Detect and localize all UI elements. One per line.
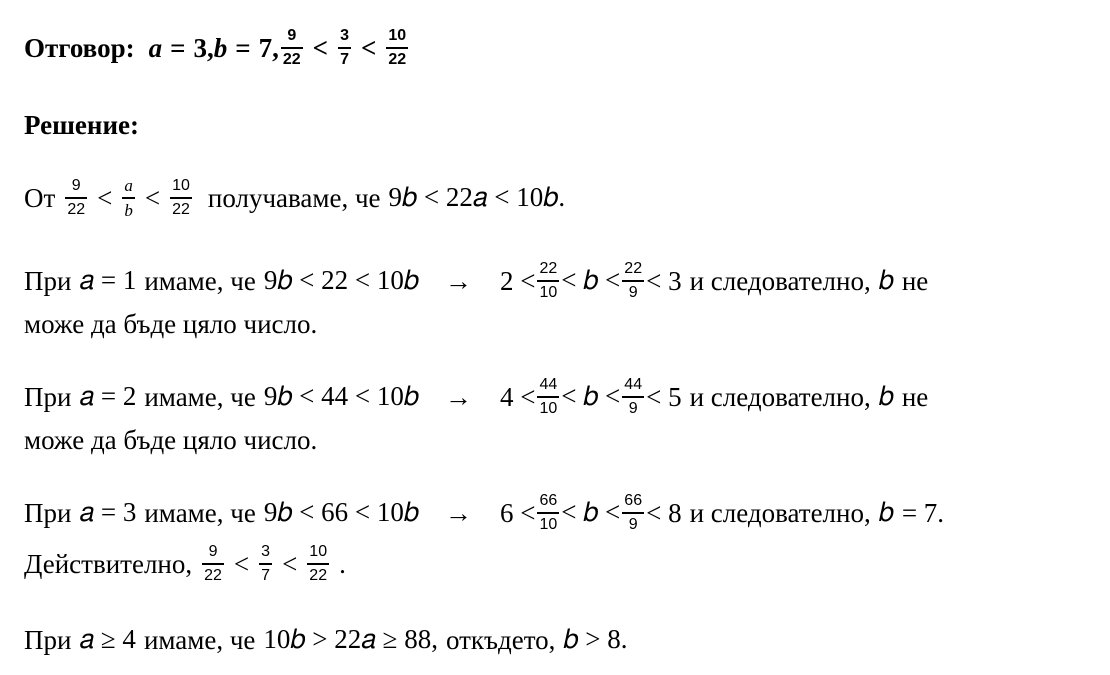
indeed-lt-1: <: [233, 548, 250, 579]
case-1-inequality: 9𝑏 < 22 < 10𝑏: [263, 265, 419, 295]
answer-line: [24, 22, 410, 74]
last-pri: При: [24, 624, 72, 655]
intro-fraction-a-b: $\frac{a}{b}$: [124, 176, 133, 220]
case-1-condition: 𝑎 = 1: [79, 265, 137, 295]
last-line: [24, 620, 627, 660]
case-3-end: = 7.: [901, 497, 945, 528]
case-1-line-2: може да бъде цяло число.: [24, 308, 318, 339]
case-1-fraction-a: $\frac{22}{10}$: [539, 260, 558, 301]
case-1-conclusion: и следователно,: [689, 265, 871, 296]
case-1-low: 2 <: [499, 265, 536, 296]
intro-from: От: [24, 182, 56, 213]
intro-lt-2: <: [144, 182, 161, 213]
answer-fraction-3-7: $\frac{3}{7}$: [340, 27, 349, 68]
case-2-arrow: →: [444, 381, 472, 412]
case-3-conclusion: и следователно,: [689, 497, 871, 528]
last-result: 𝑏 > 8.: [563, 624, 628, 654]
answer-b-value: 7: [258, 32, 273, 63]
case-3-arrow: →: [444, 497, 472, 528]
case-2-imame: имаме, че: [144, 381, 256, 412]
case-1-b-var: 𝑏: [878, 265, 894, 295]
indeed-line: [24, 538, 346, 590]
case-3-line-1: [24, 487, 944, 539]
case-2-conclusion: и следователно,: [689, 381, 871, 412]
case-2-inequality: 9𝑏 < 44 < 10𝑏: [263, 381, 419, 411]
case-2-line-2: може да бъде цяло число.: [24, 424, 318, 455]
case-3-fraction-a: $\frac{66}{10}$: [539, 492, 558, 533]
answer-comma: ,: [206, 32, 214, 63]
answer-a-var: a: [148, 32, 163, 63]
case-1-pri: При: [24, 265, 72, 296]
case-1-mid: < 𝑏 <: [561, 265, 621, 295]
case-2-fraction-a: $\frac{44}{10}$: [539, 376, 558, 417]
case-1-high: < 3: [646, 265, 682, 296]
indeed-fraction-10-22: $\frac{10}{22}$: [309, 543, 328, 584]
answer-lt-1: <: [312, 32, 329, 63]
case-2-low: 4 <: [499, 381, 536, 412]
case-3-b-var: 𝑏: [878, 497, 894, 527]
case-2-high: < 5: [646, 381, 682, 412]
indeed-lt-2: <: [282, 548, 298, 579]
case-3-inequality: 9𝑏 < 66 < 10𝑏: [263, 497, 419, 527]
last-condition: 𝑎 ≥ 4: [79, 624, 136, 654]
case-3-fraction-b: $\frac{66}{9}$: [624, 492, 643, 533]
case-3-high: < 8: [646, 497, 682, 528]
case-2-condition: 𝑎 = 2: [79, 381, 137, 411]
solution-heading: Решение:: [24, 109, 139, 140]
answer-a-value: 3: [193, 32, 207, 63]
intro-fraction-9-22: $\frac{9}{22}$: [67, 177, 86, 218]
last-conclusion: откъдето,: [445, 624, 556, 655]
answer-fraction-10-22: $\frac{10}{22}$: [388, 27, 407, 68]
answer-lt-2: <: [360, 32, 377, 63]
case-3-mid: < 𝑏 <: [561, 497, 621, 527]
case-1-end: не: [901, 265, 929, 296]
indeed-dot: .: [339, 548, 346, 579]
case-1-imame: имаме, че: [144, 265, 256, 296]
case-2-fraction-b: $\frac{44}{9}$: [624, 376, 643, 417]
answer-label: Отговор:: [24, 32, 135, 63]
answer-b-var: b: [213, 32, 228, 63]
intro-text: получаваме, че: [207, 182, 381, 213]
intro-lt-1: <: [97, 182, 113, 213]
case-1-line-1: [24, 255, 928, 307]
case-3-low: 6 <: [499, 497, 536, 528]
answer-eq-2: =: [235, 32, 251, 63]
intro-inequality: 9𝑏 < 22𝑎 < 10𝑏.: [388, 182, 566, 212]
case-3-condition: 𝑎 = 3: [79, 497, 137, 527]
answer-fraction-9-22: $\frac{9}{22}$: [282, 27, 301, 68]
case-2-line-1: [24, 371, 928, 423]
indeed-fraction-3-7: $\frac{3}{7}$: [261, 543, 271, 584]
case-2-b-var: 𝑏: [878, 381, 894, 411]
indeed-word: Действително,: [24, 548, 193, 579]
case-2-pri: При: [24, 381, 72, 412]
last-inequality: 10𝑏 > 22𝑎 ≥ 88,: [263, 624, 438, 654]
case-3-imame: имаме, че: [144, 497, 256, 528]
case-1-fraction-b: $\frac{22}{9}$: [624, 260, 643, 301]
indeed-fraction-9-22: $\frac{9}{22}$: [204, 543, 222, 584]
case-1-arrow: →: [444, 265, 472, 296]
case-3-pri: При: [24, 497, 72, 528]
answer-comma-2: ,: [272, 32, 279, 63]
intro-line: [24, 172, 565, 224]
case-2-mid: < 𝑏 <: [561, 381, 621, 411]
intro-fraction-10-22: $\frac{10}{22}$: [172, 177, 190, 218]
case-2-end: не: [901, 381, 929, 412]
last-imame: имаме, че: [143, 624, 256, 655]
answer-eq: =: [170, 32, 186, 63]
